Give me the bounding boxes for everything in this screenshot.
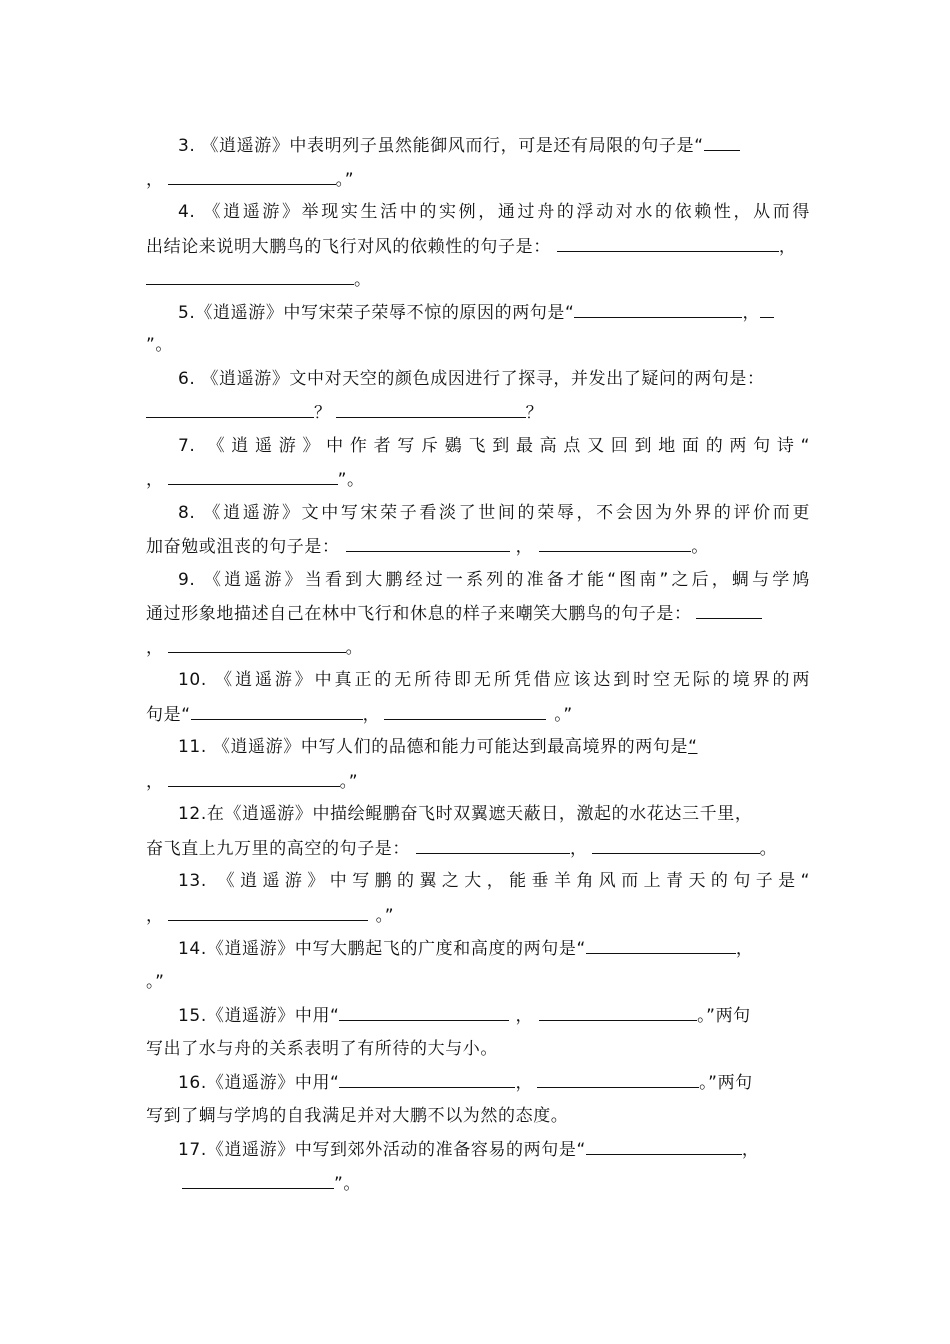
question-11 [178,734,810,760]
question-17-line-2 [182,1170,814,1196]
question-text: 奋飞直上九万里的高空的句子是： [146,839,410,859]
answer-blank[interactable] [537,1069,699,1088]
question-9-line-3 [146,634,810,660]
question-9-line-2 [146,600,810,626]
question-4 [178,199,810,225]
period: 。 [759,839,778,859]
answer-blank[interactable] [557,233,779,252]
question-14 [178,935,810,961]
question-text: 《逍遥游》中表明列子虽然能御风而行，可是还有局限的句子是“ [201,136,704,156]
closing-punct: ”。 [146,335,174,355]
period: 。 [354,270,372,290]
answer-blank[interactable] [168,768,340,787]
question-17 [178,1136,810,1162]
question-number: 17. [178,1140,207,1160]
question-6-line-2 [146,399,810,425]
question-text: 《逍遥游》中写人们的品德和能力可能达到最高境界的两句是 [212,737,689,757]
question-text: 《逍遥游》中写宋荣子荣辱不惊的原因的两句是“ [195,303,575,323]
question-number: 8. [178,503,196,523]
question-number: 4. [178,202,196,222]
question-4-line-2 [146,233,810,259]
question-8 [178,500,810,526]
answer-blank[interactable] [586,935,736,954]
question-13-line-2 [146,902,810,928]
question-number: 7. [178,436,196,456]
question-number: 3. [178,136,196,156]
answer-blank[interactable] [182,1170,334,1189]
question-text: 加奋勉或沮丧的句子是： [146,537,340,557]
question-text: 《逍遥游》举现实生活中的实例，通过舟的浮动对水的依赖性，从而得 [203,202,810,222]
closing-punct: ”。 [337,470,365,490]
question-15-line-2 [146,1036,810,1062]
question-text: 《逍遥游》中写到郊外活动的准备容易的两句是“ [206,1140,586,1160]
period: 。 [691,537,709,557]
question-13 [178,868,810,894]
answer-blank[interactable] [704,132,740,151]
answer-blank[interactable] [339,1002,509,1021]
question-8-line-2 [146,533,810,559]
comma: ， [515,1006,534,1026]
question-14-line-2 [146,969,810,995]
answer-blank[interactable] [168,466,338,485]
answer-blank[interactable] [416,835,570,854]
closing-punct: 。” [375,906,395,926]
question-mark: ？ [314,403,332,423]
question-text: 《逍遥游》中写大鹏起飞的广度和高度的两句是“ [206,939,586,959]
question-3-line-2 [146,166,810,192]
answer-blank[interactable] [586,1136,742,1155]
answer-blank[interactable] [574,299,742,318]
question-9 [178,567,810,593]
question-10 [178,667,810,693]
question-mark: ？ [525,403,544,423]
question-3 [178,132,810,158]
question-16 [178,1069,810,1095]
question-number: 9. [178,570,196,590]
answer-blank[interactable] [339,1069,515,1088]
question-number: 12. [178,804,207,824]
question-text: 《逍遥游》文中写宋荣子看淡了世间的荣辱，不会因为外界的评价而更 [203,503,810,523]
question-number: 14. [178,939,207,959]
question-number: 11. [178,737,207,757]
answer-blank[interactable] [191,701,363,720]
question-10-line-2 [146,701,810,727]
question-text: 写到了蜩与学鸠的自我满足并对大鹏不以为然的态度。 [146,1106,569,1126]
comma: ， [515,537,534,557]
closing-punct: 。” [335,170,355,190]
comma: ， [146,906,164,926]
closing-punct: ”。 [334,1174,362,1194]
question-12-line-2 [146,835,810,861]
question-7 [178,433,810,459]
period: 。 [345,638,364,658]
question-text: 在《逍遥游》中描绘鲲鹏奋飞时双翼遮天蔽日，激起的水花达三千里， [206,804,753,824]
answer-blank[interactable] [146,399,314,418]
answer-blank[interactable] [168,166,336,185]
comma: ， [735,939,754,959]
question-5-line-2 [146,332,810,358]
answer-blank[interactable] [539,533,691,552]
question-number: 15. [178,1006,207,1026]
closing-text: 。”两句 [697,1006,751,1026]
question-16-line-2 [146,1103,810,1129]
comma: ， [146,638,164,658]
comma: ， [362,705,381,725]
answer-blank[interactable] [592,835,760,854]
comma: ， [570,839,588,859]
question-text: 句是“ [146,705,191,725]
answer-blank[interactable] [168,634,346,653]
comma: ， [146,772,164,792]
answer-blank[interactable] [168,902,368,921]
question-text: 《逍遥游》中真正的无所待即无所凭借应该达到时空无际的境界的两 [215,670,810,690]
question-5 [178,299,810,325]
question-number: 13. [178,871,207,891]
question-number: 6. [178,369,196,389]
comma: ， [515,1073,534,1093]
comma: ， [742,303,761,323]
question-number: 10. [178,670,207,690]
question-number: 16. [178,1073,207,1093]
question-text: 《逍遥游》中写鹏的翼之大，能垂羊角风而上青天的句子是“ [217,871,810,891]
question-text: 出结论来说明大鹏鸟的飞行对风的依赖性的句子是： [146,237,551,257]
question-6 [178,366,810,392]
comma: ， [741,1140,760,1160]
closing-punct: 。” [554,705,573,725]
closing-punct: 。” [146,972,165,992]
question-15 [178,1002,810,1028]
answer-blank[interactable] [346,533,510,552]
answer-blank[interactable] [146,266,354,285]
answer-blank[interactable] [539,1002,697,1021]
answer-blank[interactable] [696,600,762,619]
closing-text: 。”两句 [699,1073,753,1093]
question-number: 5. [178,303,196,323]
answer-blank[interactable] [336,399,526,418]
question-4-line-3 [146,266,810,292]
question-text: 《逍遥游》文中对天空的颜色成因进行了探寻，并发出了疑问的两句是： [201,369,765,389]
closing-punct: 。” [339,772,359,792]
answer-blank[interactable] [384,701,546,720]
open-quote: “ [688,737,698,757]
question-text: 《逍遥游》中用“ [206,1073,340,1093]
comma: ， [146,470,164,490]
comma: ， [146,170,164,190]
question-12 [178,801,810,827]
question-11-line-2 [146,768,810,794]
answer-blank[interactable] [760,299,774,318]
question-text: 通过形象地描述自己在林中飞行和休息的样子来嘲笑大鹏鸟的句子是： [146,604,692,624]
comma: ， [778,237,797,257]
question-7-line-2 [146,466,810,492]
question-text: 《逍遥游》中作者写斥鷃飞到最高点又回到地面的两句诗“ [207,436,811,456]
question-text: 《逍遥游》中用“ [206,1006,340,1026]
question-text: 《逍遥游》当看到大鹏经过一系列的准备才能“图南”之后，蜩与学鸠 [204,570,810,590]
question-text: 写出了水与舟的关系表明了有所待的大与小。 [146,1039,498,1059]
